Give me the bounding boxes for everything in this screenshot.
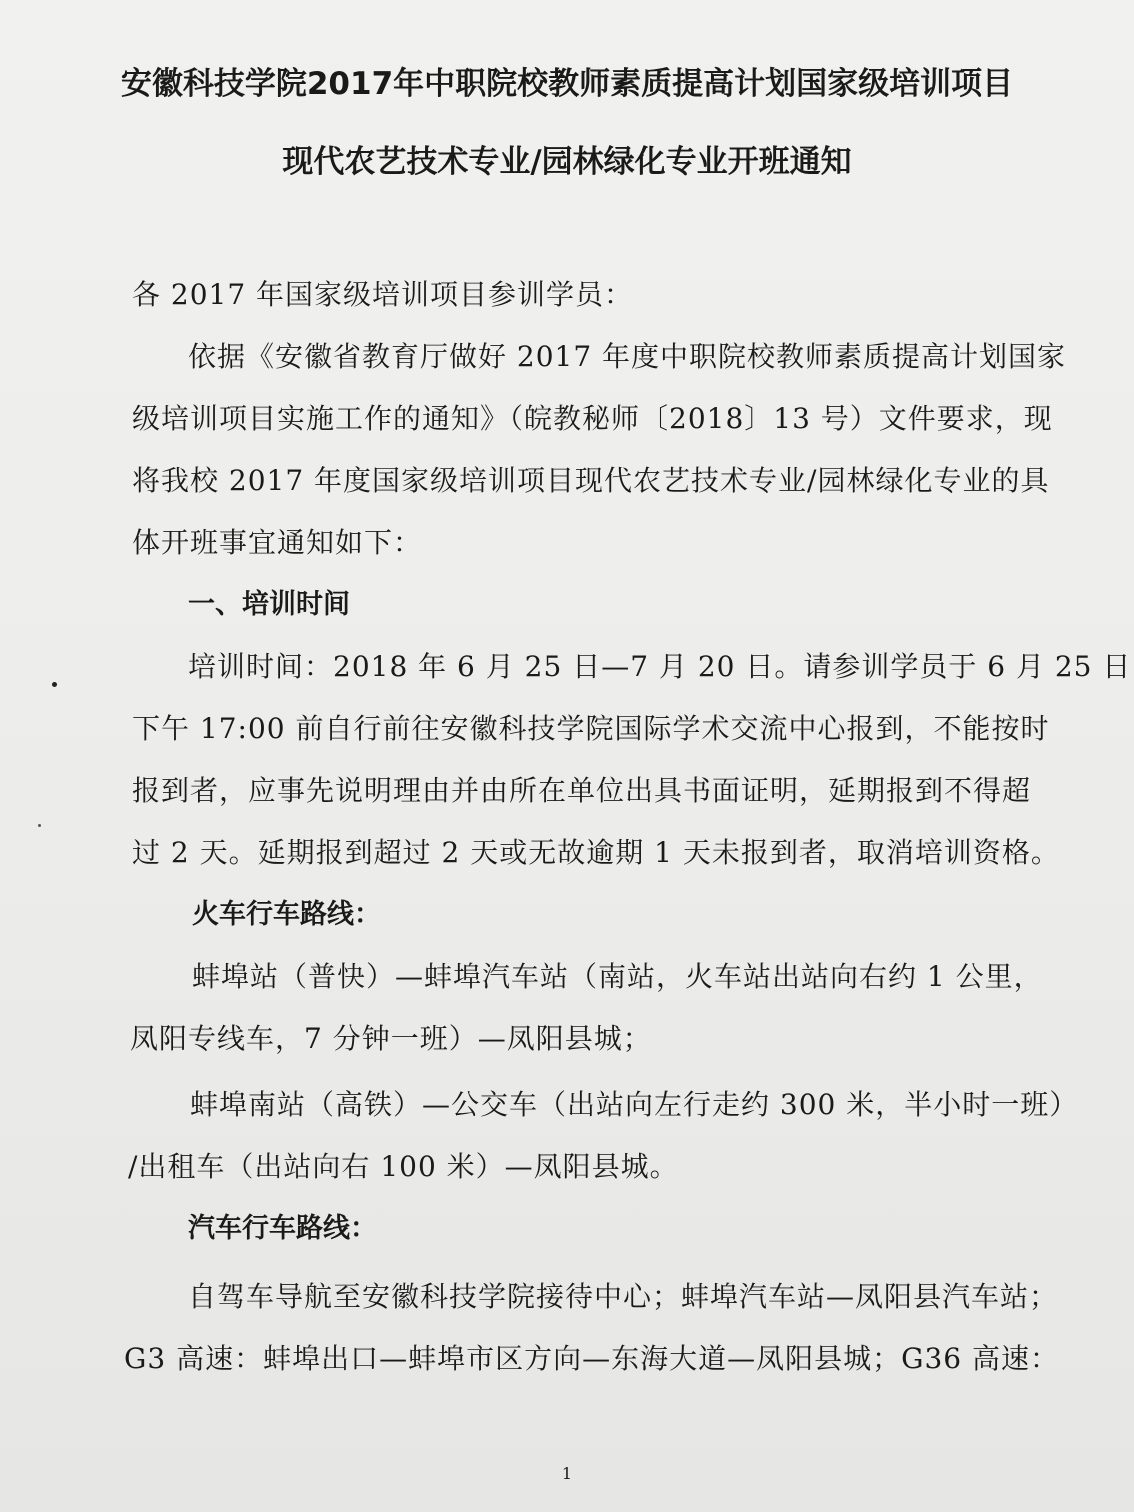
intro-line-2: 级培训项目实施工作的通知》（皖教秘师〔2018〕13 号）文件要求，现 <box>132 402 1053 435</box>
train-route-line-2: 凤阳专线车，7 分钟一班）—凤阳县城； <box>130 1022 652 1055</box>
paper-speck <box>52 682 57 687</box>
section-1-heading: 一、培训时间 <box>188 589 350 620</box>
section-1-line-4: 过 2 天。延期报到超过 2 天或无故逾期 1 天未报到者，取消培训资格。 <box>132 836 1060 869</box>
document-title-line-1: 安徽科技学院2017年中职院校教师素质提高计划国家级培训项目 <box>120 66 1014 102</box>
salutation: 各 2017 年国家级培训项目参训学员： <box>132 278 634 311</box>
section-1-line-1: 培训时间：2018 年 6 月 25 日—7 月 20 日。请参训学员于 6 月 25 日 <box>188 650 1132 683</box>
car-route-line-1: 自驾车导航至安徽科技学院接待中心；蚌埠汽车站—凤阳县汽车站； <box>188 1280 1059 1313</box>
paper-speck-small <box>38 824 41 827</box>
train-route-line-3: 蚌埠南站（高铁）—公交车（出站向左行走约 300 米，半小时一班） <box>190 1088 1079 1121</box>
car-route-line-2: G3 高速：蚌埠出口—蚌埠市区方向—东海大道—凤阳县城；G36 高速： <box>124 1342 1059 1375</box>
train-route-line-4: /出租车（出站向右 100 米）—凤阳县城。 <box>128 1150 679 1183</box>
document-title-line-2: 现代农艺技术专业/园林绿化专业开班通知 <box>282 144 852 180</box>
train-route-line-1: 蚌埠站（普快）—蚌埠汽车站（南站，火车站出站向右约 1 公里， <box>192 960 1043 993</box>
page-number: 1 <box>561 1464 573 1483</box>
train-route-heading: 火车行车路线： <box>192 899 381 930</box>
intro-line-4: 体开班事宜通知如下： <box>132 526 423 559</box>
intro-line-3: 将我校 2017 年度国家级培训项目现代农艺技术专业/园林绿化专业的具 <box>132 464 1050 497</box>
intro-line-1: 依据《安徽省教育厅做好 2017 年度中职院校教师素质提高计划国家 <box>188 340 1067 373</box>
section-1-line-2: 下午 17:00 前自行前往安徽科技学院国际学术交流中心报到，不能按时 <box>132 712 1050 745</box>
section-1-line-3: 报到者，应事先说明理由并由所在单位出具书面证明，延期报到不得超 <box>132 774 1032 807</box>
car-route-heading: 汽车行车路线： <box>188 1213 377 1244</box>
